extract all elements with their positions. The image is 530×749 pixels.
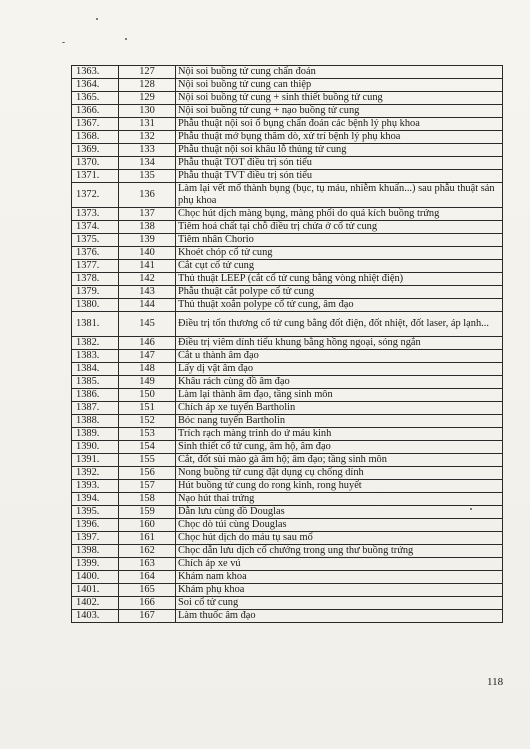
table-row: [72, 350, 503, 363]
item-index-cell: 130: [119, 105, 176, 118]
procedure-name-cell: Bóc nang tuyến Bartholin: [176, 415, 503, 428]
procedure-name-cell: Nội soi buồng tử cung chẩn đoán: [176, 66, 503, 79]
procedure-name-cell: Chích áp xe tuyến Bartholin: [176, 402, 503, 415]
item-index-cell: 157: [119, 480, 176, 493]
procedure-name-cell: Khám phụ khoa: [176, 584, 503, 597]
row-number-cell: 1383.: [72, 350, 119, 363]
table-row: [72, 454, 503, 467]
item-index-cell: 158: [119, 493, 176, 506]
item-index-cell: 166: [119, 597, 176, 610]
procedure-name-cell: Khám nam khoa: [176, 571, 503, 584]
table-row: [72, 118, 503, 131]
row-number-cell: 1366.: [72, 105, 119, 118]
scan-speck: [470, 508, 472, 510]
row-number-cell: 1377.: [72, 260, 119, 273]
procedure-name-cell: Điều trị tổn thương cổ tử cung bằng đốt điện, đốt nhiệt, đốt laser, áp lạnh...: [176, 312, 503, 337]
procedure-name-cell: Làm lại thành âm đạo, tầng sinh môn: [176, 389, 503, 402]
procedure-name-cell: Nội soi buồng tử cung + nạo buồng tử cung: [176, 105, 503, 118]
table-row: [72, 208, 503, 221]
procedure-name-cell: Lấy dị vật âm đạo: [176, 363, 503, 376]
table-row: [72, 234, 503, 247]
row-number-cell: 1396.: [72, 519, 119, 532]
table-row: [72, 183, 503, 208]
scan-speck: [96, 18, 98, 20]
row-number-cell: 1375.: [72, 234, 119, 247]
item-index-cell: 137: [119, 208, 176, 221]
procedure-name-cell: Thủ thuật xoắn polype cổ tử cung, âm đạo: [176, 299, 503, 312]
row-number-cell: 1365.: [72, 92, 119, 105]
procedure-name-cell: Trích rạch màng trinh do ứ máu kinh: [176, 428, 503, 441]
item-index-cell: 153: [119, 428, 176, 441]
item-index-cell: 132: [119, 131, 176, 144]
procedure-name-cell: Khoét chóp cổ tử cung: [176, 247, 503, 260]
row-number-cell: 1372.: [72, 183, 119, 208]
procedure-name-cell: Nội soi buồng tử cung + sinh thiết buồng tử cung: [176, 92, 503, 105]
procedure-name-cell: Tiêm hoá chất tại chỗ điều trị chửa ở cổ tử cung: [176, 221, 503, 234]
procedure-name-cell: Chích áp xe vú: [176, 558, 503, 571]
procedure-name-cell: Hút buồng tử cung do rong kinh, rong huyết: [176, 480, 503, 493]
table-row: [72, 610, 503, 623]
item-index-cell: 142: [119, 273, 176, 286]
table-row: [72, 376, 503, 389]
table-row: [72, 558, 503, 571]
item-index-cell: 161: [119, 532, 176, 545]
item-index-cell: 135: [119, 170, 176, 183]
item-index-cell: 128: [119, 79, 176, 92]
procedure-name-cell: Chọc hút dịch do máu tụ sau mổ: [176, 532, 503, 545]
row-number-cell: 1369.: [72, 144, 119, 157]
item-index-cell: 131: [119, 118, 176, 131]
item-index-cell: 155: [119, 454, 176, 467]
table-row: [72, 402, 503, 415]
procedure-name-cell: Chọc dò túi cùng Douglas: [176, 519, 503, 532]
item-index-cell: 164: [119, 571, 176, 584]
table-row: [72, 441, 503, 454]
table-row: [72, 131, 503, 144]
row-number-cell: 1373.: [72, 208, 119, 221]
item-index-cell: 134: [119, 157, 176, 170]
row-number-cell: 1385.: [72, 376, 119, 389]
item-index-cell: 159: [119, 506, 176, 519]
table-row: [72, 480, 503, 493]
table-row: [72, 584, 503, 597]
procedure-name-cell: Phẫu thuật nội soi ổ bụng chẩn đoán các bệnh lý phụ khoa: [176, 118, 503, 131]
row-number-cell: 1393.: [72, 480, 119, 493]
table-row: [72, 79, 503, 92]
item-index-cell: 143: [119, 286, 176, 299]
row-number-cell: 1387.: [72, 402, 119, 415]
table-row: [72, 415, 503, 428]
item-index-cell: 147: [119, 350, 176, 363]
table-row: [72, 66, 503, 79]
row-number-cell: 1363.: [72, 66, 119, 79]
row-number-cell: 1402.: [72, 597, 119, 610]
item-index-cell: 151: [119, 402, 176, 415]
row-number-cell: 1391.: [72, 454, 119, 467]
item-index-cell: 141: [119, 260, 176, 273]
table-row: [72, 312, 503, 337]
item-index-cell: 138: [119, 221, 176, 234]
row-number-cell: 1397.: [72, 532, 119, 545]
table-row: [72, 493, 503, 506]
procedure-name-cell: Thủ thuật LEEP (cắt cổ tử cung bằng vòng nhiệt điện): [176, 273, 503, 286]
procedure-name-cell: Dẫn lưu cùng đồ Douglas: [176, 506, 503, 519]
table-row: [72, 389, 503, 402]
row-number-cell: 1401.: [72, 584, 119, 597]
procedure-name-cell: Sinh thiết cổ tử cung, âm hộ, âm đạo: [176, 441, 503, 454]
row-number-cell: 1384.: [72, 363, 119, 376]
table-row: [72, 273, 503, 286]
table-row: [72, 597, 503, 610]
procedure-name-cell: Tiêm nhân Chorio: [176, 234, 503, 247]
procedure-name-cell: Nong buồng tử cung đặt dụng cụ chống dính: [176, 467, 503, 480]
item-index-cell: 167: [119, 610, 176, 623]
item-index-cell: 162: [119, 545, 176, 558]
table-row: [72, 260, 503, 273]
item-index-cell: 136: [119, 183, 176, 208]
procedure-name-cell: Soi cổ tử cung: [176, 597, 503, 610]
row-number-cell: 1403.: [72, 610, 119, 623]
row-number-cell: 1381.: [72, 312, 119, 337]
item-index-cell: 133: [119, 144, 176, 157]
table-row: [72, 247, 503, 260]
table-row: [72, 170, 503, 183]
table-row: [72, 467, 503, 480]
table-row: [72, 144, 503, 157]
procedure-name-cell: Nạo hút thai trứng: [176, 493, 503, 506]
item-index-cell: 163: [119, 558, 176, 571]
table-row: [72, 286, 503, 299]
row-number-cell: 1368.: [72, 131, 119, 144]
item-index-cell: 152: [119, 415, 176, 428]
table-row: [72, 428, 503, 441]
item-index-cell: 156: [119, 467, 176, 480]
procedure-name-cell: Phẫu thuật cắt polype cổ tử cung: [176, 286, 503, 299]
table-row: [72, 157, 503, 170]
item-index-cell: 127: [119, 66, 176, 79]
item-index-cell: 139: [119, 234, 176, 247]
procedure-name-cell: Làm lại vết mổ thành bụng (bục, tụ máu, nhiễm khuẩn...) sau phẫu thuật sản phụ khoa: [176, 183, 503, 208]
row-number-cell: 1398.: [72, 545, 119, 558]
row-number-cell: 1367.: [72, 118, 119, 131]
table-row: [72, 506, 503, 519]
procedure-name-cell: Phẫu thuật nội soi khâu lỗ thủng tử cung: [176, 144, 503, 157]
row-number-cell: 1379.: [72, 286, 119, 299]
row-number-cell: 1382.: [72, 337, 119, 350]
table-row: [72, 221, 503, 234]
row-number-cell: 1374.: [72, 221, 119, 234]
table-row: [72, 532, 503, 545]
row-number-cell: 1380.: [72, 299, 119, 312]
row-number-cell: 1392.: [72, 467, 119, 480]
item-index-cell: 165: [119, 584, 176, 597]
procedure-name-cell: Phẫu thuật TOT điều trị són tiểu: [176, 157, 503, 170]
item-index-cell: 146: [119, 337, 176, 350]
row-number-cell: 1400.: [72, 571, 119, 584]
row-number-cell: 1370.: [72, 157, 119, 170]
procedure-name-cell: Nội soi buồng tử cung can thiệp: [176, 79, 503, 92]
row-number-cell: 1390.: [72, 441, 119, 454]
table-row: [72, 571, 503, 584]
page-number: 118: [487, 676, 504, 688]
item-index-cell: 144: [119, 299, 176, 312]
row-number-cell: 1386.: [72, 389, 119, 402]
item-index-cell: 148: [119, 363, 176, 376]
table-row: [72, 519, 503, 532]
row-number-cell: 1399.: [72, 558, 119, 571]
row-number-cell: 1364.: [72, 79, 119, 92]
scan-speck: [62, 42, 65, 43]
scan-speck: [125, 38, 127, 40]
item-index-cell: 129: [119, 92, 176, 105]
item-index-cell: 150: [119, 389, 176, 402]
procedure-name-cell: Cắt cụt cổ tử cung: [176, 260, 503, 273]
item-index-cell: 149: [119, 376, 176, 389]
procedure-name-cell: Phẫu thuật mở bụng thăm dò, xử trí bệnh lý phụ khoa: [176, 131, 503, 144]
table-row: [72, 299, 503, 312]
procedure-name-cell: Cắt u thành âm đạo: [176, 350, 503, 363]
procedure-name-cell: Chọc hút dịch màng bụng, màng phổi do quá kích buồng trứng: [176, 208, 503, 221]
procedure-name-cell: Phẫu thuật TVT điều trị són tiểu: [176, 170, 503, 183]
table-row: [72, 545, 503, 558]
row-number-cell: 1376.: [72, 247, 119, 260]
procedure-name-cell: Điều trị viêm dính tiểu khung bằng hồng ngoại, sóng ngắn: [176, 337, 503, 350]
table-row: [72, 105, 503, 118]
row-number-cell: 1388.: [72, 415, 119, 428]
row-number-cell: 1394.: [72, 493, 119, 506]
procedure-table: [71, 65, 503, 623]
procedure-table-body: [72, 66, 503, 623]
procedure-name-cell: Cắt, đốt sùi mào gà âm hộ; âm đạo; tầng sinh môn: [176, 454, 503, 467]
row-number-cell: 1371.: [72, 170, 119, 183]
procedure-name-cell: Chọc dẫn lưu dịch cổ chướng trong ung thư buồng trứng: [176, 545, 503, 558]
row-number-cell: 1378.: [72, 273, 119, 286]
item-index-cell: 154: [119, 441, 176, 454]
item-index-cell: 145: [119, 312, 176, 337]
item-index-cell: 140: [119, 247, 176, 260]
table-row: [72, 337, 503, 350]
item-index-cell: 160: [119, 519, 176, 532]
row-number-cell: 1395.: [72, 506, 119, 519]
table-row: [72, 92, 503, 105]
row-number-cell: 1389.: [72, 428, 119, 441]
procedure-name-cell: Khâu rách cùng đồ âm đạo: [176, 376, 503, 389]
procedure-name-cell: Làm thuốc âm đạo: [176, 610, 503, 623]
table-row: [72, 363, 503, 376]
